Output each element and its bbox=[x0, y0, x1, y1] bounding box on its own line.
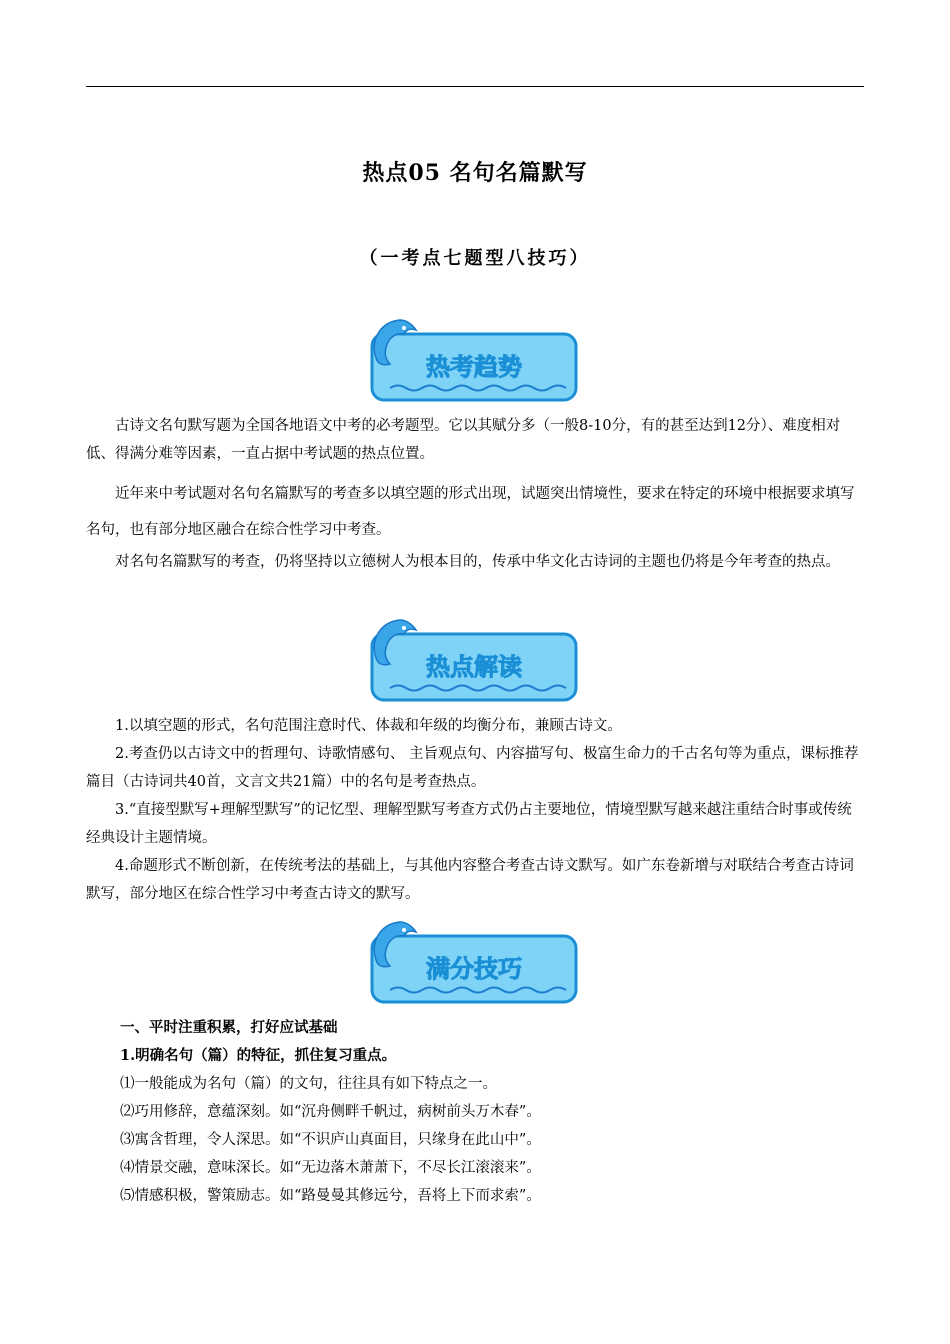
reading-badge bbox=[366, 614, 582, 706]
trend-paragraph-1: 古诗文名句默写题为全国各地语文中考的必考题型。它以其赋分多（一般8-10分，有的甚至达到12分）、难度相对低、得满分难等因素，一直占据中考试题的热点位置。 bbox=[86, 418, 841, 462]
reading-item: 2.考查仍以古诗文中的哲理句、诗歌情感句、 主旨观点句、内容描写句、极富生命力的千古名句等为重点，课标推荐篇目（古诗词共40首，文言文共21篇）中的名句是考查热点。 bbox=[86, 746, 859, 790]
skills-item: ⑸情感积极，警策励志。如“路曼曼其修远兮，吾将上下而求索”。 bbox=[120, 1188, 541, 1204]
reading-item: 3.“直接型默写+理解型默写”的记忆型、理解型默写考查方式仍占主要地位，情境型默写越来越注重结合时事或传统经典设计主题情境。 bbox=[86, 802, 852, 846]
page-title: 热点05 名句名篇默写 bbox=[362, 160, 588, 186]
skills-item: ⑷情景交融，意味深长。如“无边落木萧萧下，不尽长江滚滚来”。 bbox=[120, 1160, 541, 1176]
skills-heading: 一、平时注重积累，打好应试基础 bbox=[120, 1019, 338, 1036]
reading-list bbox=[86, 712, 864, 908]
skills-section bbox=[86, 1014, 864, 1210]
badge-label: 热点解读 bbox=[426, 653, 522, 681]
skills-item: ⑴一般能成为名句（篇）的文句，往往具有如下特点之一。 bbox=[120, 1076, 497, 1092]
page-subtitle: （一考点七题型八技巧） bbox=[359, 248, 591, 269]
skills-item: ⑶寓含哲理，令人深思。如“不识庐山真面目，只缘身在此山中”。 bbox=[120, 1132, 541, 1148]
reading-item: 4.命题形式不断创新，在传统考法的基础上，与其他内容整合考查古诗文默写。如广东卷新增与对联结合考查古诗词默写，部分地区在综合性学习中考查古诗文的默写。 bbox=[86, 858, 854, 902]
skills-item: ⑵巧用修辞，意蕴深刻。如“沉舟侧畔千帆过，病树前头万木春”。 bbox=[120, 1104, 541, 1120]
header-rule bbox=[86, 86, 864, 87]
trend-paragraph-2: 近年来中考试题对名句名篇默写的考查多以填空题的形式出现，试题突出情境性，要求在特定的环境中根据要求填写名句，也有部分地区融合在综合性学习中考查。 bbox=[86, 486, 855, 538]
trend-paragraph-3: 对名句名篇默写的考查，仍将坚持以立德树人为根本目的，传承中华文化古诗词的主题也仍将是今年考查的热点。 bbox=[115, 554, 840, 570]
skills-subheading: 1.明确名句（篇）的特征，抓住复习重点。 bbox=[120, 1047, 397, 1064]
skills-badge bbox=[366, 916, 582, 1008]
trend-badge bbox=[366, 314, 582, 406]
badge-label: 满分技巧 bbox=[426, 955, 522, 983]
badge-label: 热考趋势 bbox=[426, 353, 522, 381]
reading-item: 1.以填空题的形式，名句范围注意时代、体裁和年级的均衡分布，兼顾古诗文。 bbox=[115, 718, 622, 734]
